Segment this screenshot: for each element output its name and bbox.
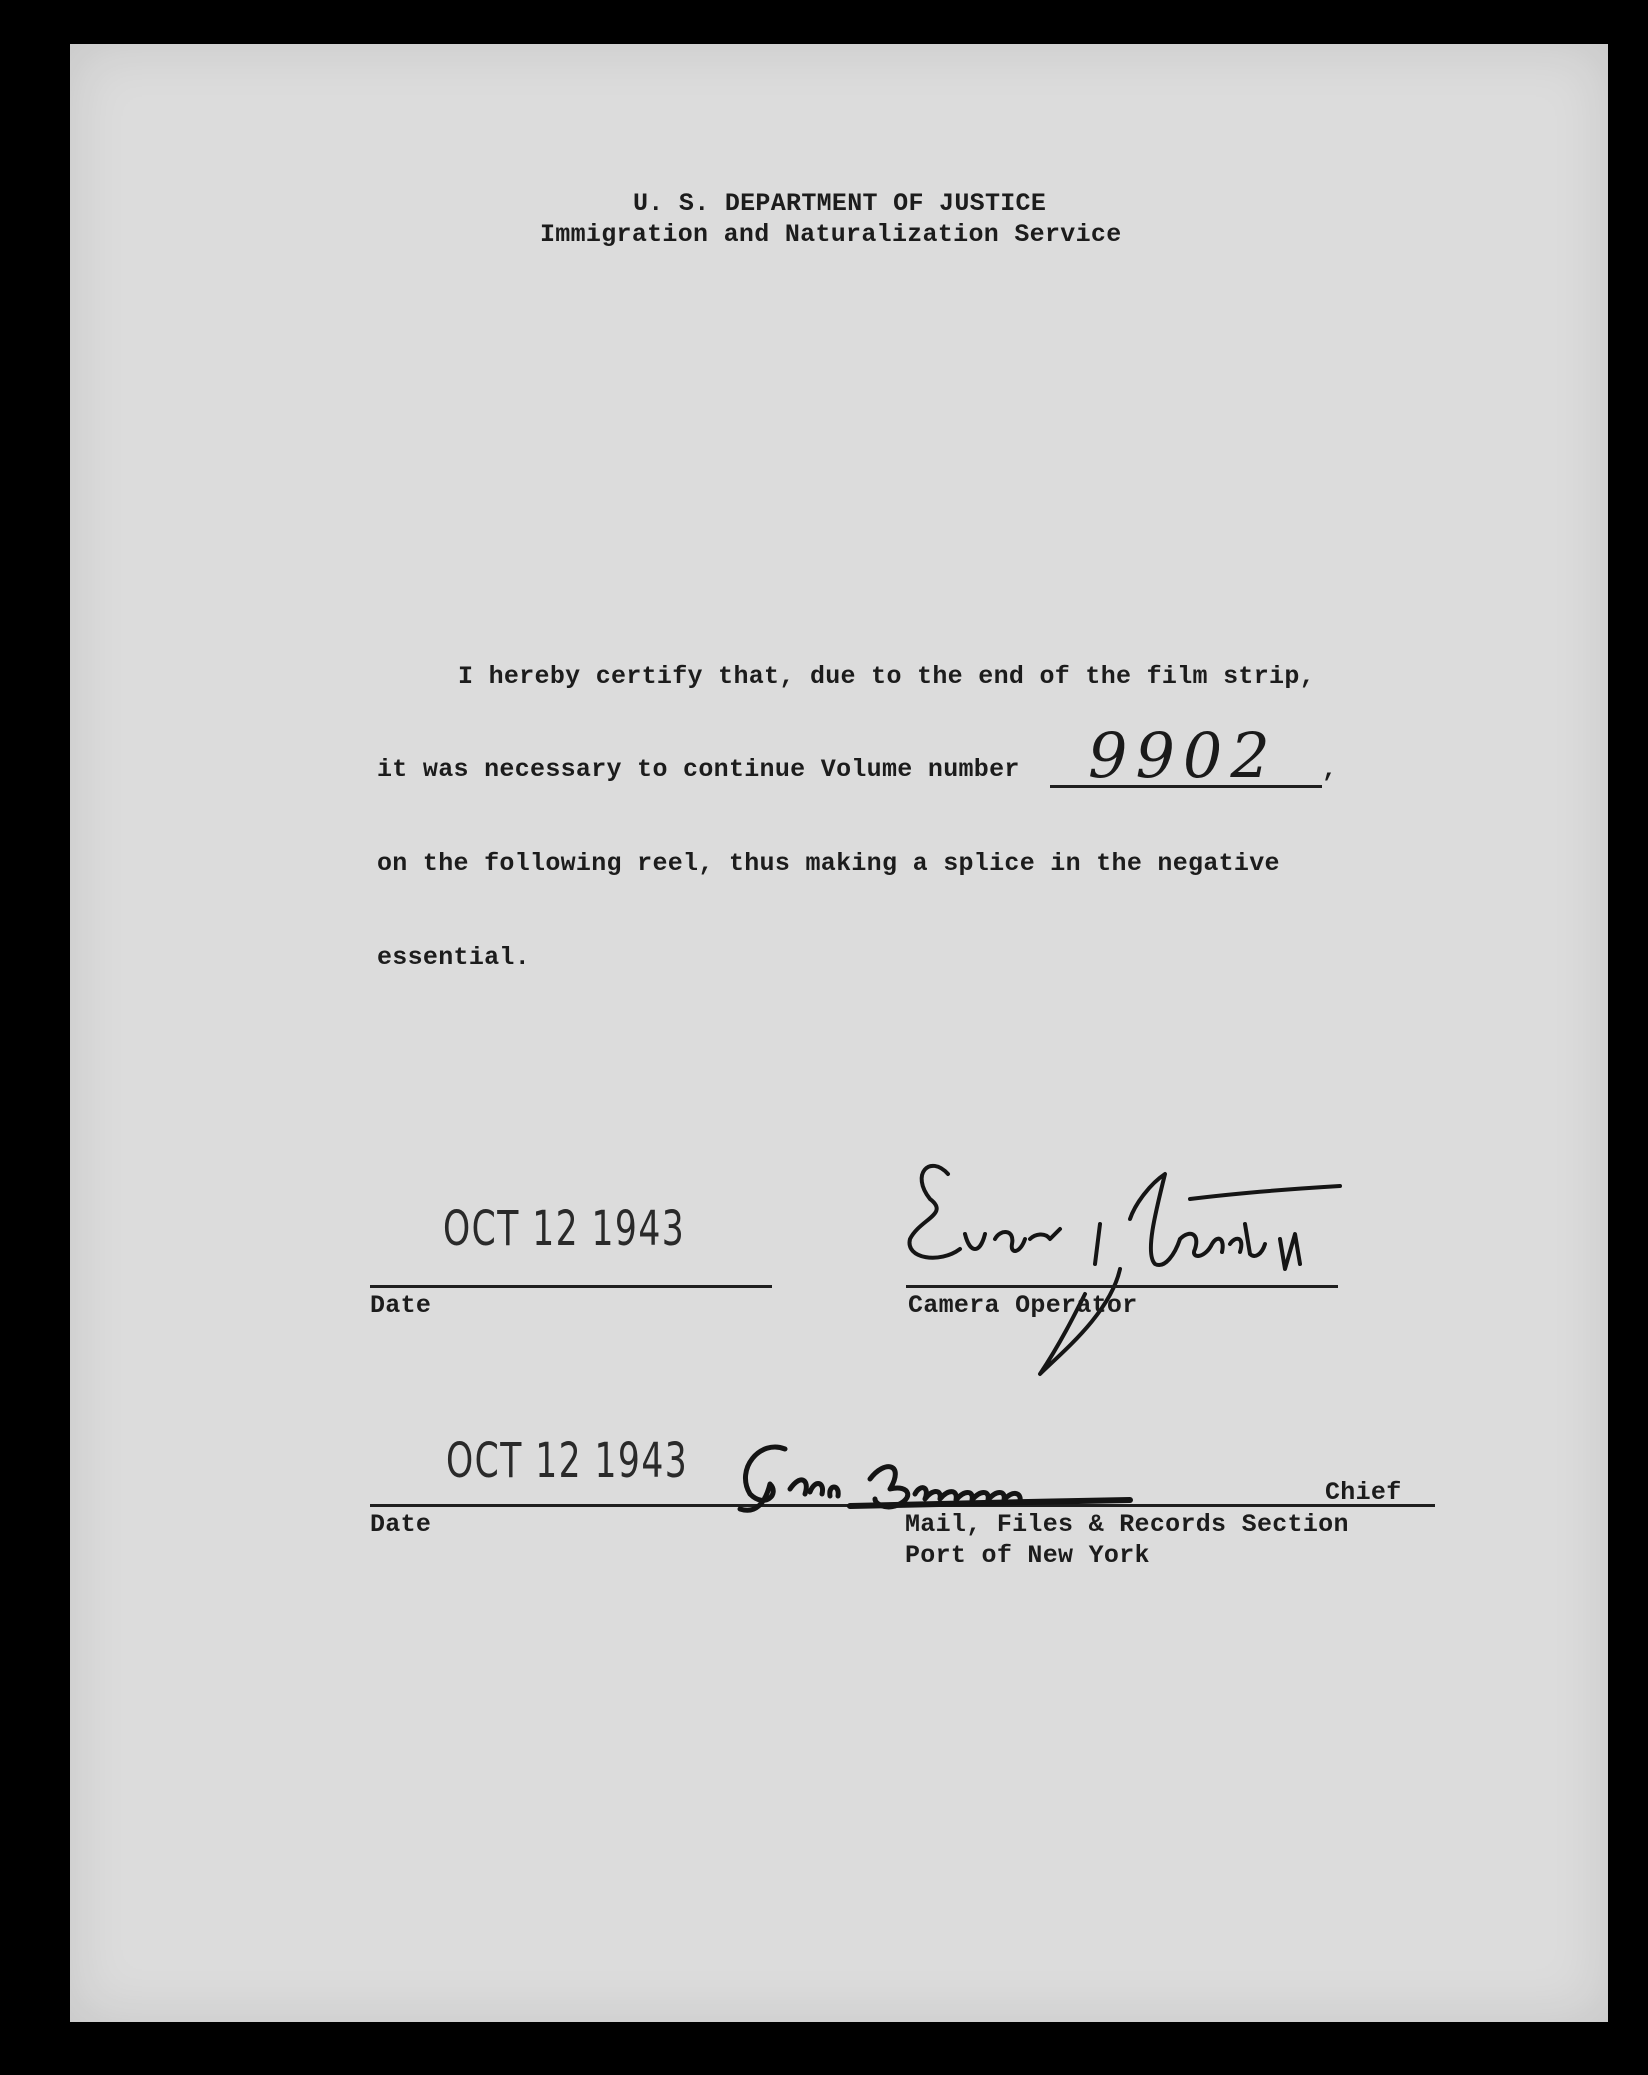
camera-operator-signature — [900, 1144, 1380, 1404]
header-service: Immigration and Naturalization Service — [540, 220, 1122, 249]
date-label-1: Date — [370, 1291, 432, 1320]
body-line-2-comma: , — [1322, 755, 1338, 784]
date-label-2: Date — [370, 1510, 432, 1539]
date-line-1 — [370, 1285, 772, 1288]
location-label: Port of New York — [905, 1541, 1150, 1570]
body-line-2: it was necessary to continue Volume number — [377, 755, 1020, 784]
volume-number: 9902 — [1088, 719, 1278, 792]
body-line-4: essential. — [377, 943, 531, 972]
camera-operator-line — [906, 1285, 1338, 1288]
document-page — [70, 44, 1608, 2022]
date-stamp-1: OCT 12 1943 — [443, 1201, 686, 1257]
section-label: Mail, Files & Records Section — [905, 1510, 1349, 1539]
header-department: U. S. DEPARTMENT OF JUSTICE — [633, 189, 1047, 218]
date-stamp-2: OCT 12 1943 — [446, 1433, 689, 1489]
chief-title-suffix: Chief — [1325, 1478, 1402, 1507]
body-line-3: on the following reel, thus making a splice in the negative — [377, 849, 1280, 878]
camera-operator-label: Camera Operator — [908, 1291, 1138, 1320]
body-line-1: I hereby certify that, due to the end of the film strip, — [458, 662, 1315, 691]
